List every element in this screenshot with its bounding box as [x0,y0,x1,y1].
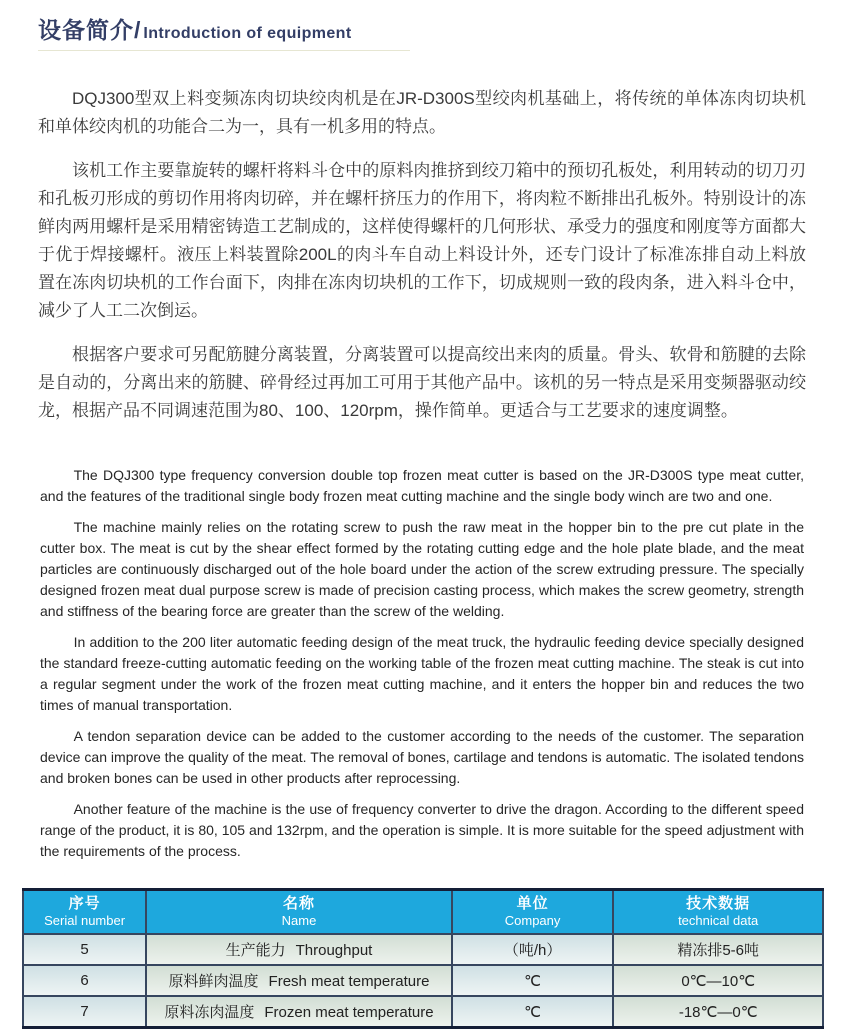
header-technical-data [613,890,823,935]
spec-table-wrapper [22,888,824,1029]
cell-name [146,996,452,1028]
page-header [0,12,844,51]
table-row-6 [23,965,823,996]
chinese-paragraph-1: DQJ300型双上料变频冻肉切块绞肉机是在JR-D300S型绞肉机基础上，将传统的单体冻肉切块机和单体绞肉机的功能合二为一，具有一机多用的特点。 [38,89,806,136]
cell-name [146,934,452,965]
header-name-zh: 名称 [282,895,315,912]
cell-technical-data: 0℃—10℃ [613,965,823,996]
table-header-row [23,890,823,935]
page-title-english: Introduction of equipment [143,25,352,42]
cell-technical-data: 精冻排5-6吨 [613,934,823,965]
cell-technical-data: -18℃—0℃ [613,996,823,1028]
title-underline [38,50,410,51]
page-title [38,12,806,45]
cell-unit: ℃ [452,965,614,996]
header-unit-zh: 单位 [516,895,549,912]
header-technical-data-en: technical data [678,913,759,928]
english-paragraph-1: The DQJ300 type frequency conversion double top frozen meat cutter is based on the JR-D300S type meat cutter, and the features of the traditional single body frozen meat cutting machine and the single body winch are two and one. [40,467,804,504]
cell-name [146,965,452,996]
header-serial-number [23,890,146,935]
header-technical-data-zh: 技术数据 [686,895,751,912]
header-name [146,890,452,935]
cell-serial: 5 [23,934,146,965]
header-serial-number-zh: 序号 [68,895,101,912]
chinese-paragraph-3: 根据客户要求可另配筋腱分离装置，分离装置可以提高绞出来肉的质量。骨头、软骨和筋腱的去除是自动的，分离出来的筋腱、碎骨经过再加工可用于其他产品中。该机的另一特点是采用变频器驱动绞龙，根据产品不同调速范围为80、100、120rpm，操作简单。更适合与工艺要求的速度调整。 [38,345,806,420]
cell-name-zh: 生产能力 [225,942,286,959]
english-paragraph-2: The machine mainly relies on the rotating screw to push the raw meat in the hopper bin to the pre cut plate in the cutter box. The meat is cut by the shear effect formed by the rotating cutting edge and the hole plate blade, and the meat particles are continuously discharged out of the hole board under the action of the screw extruding pressure. The specially designed frozen meat dual purpose screw is made of precision casting process, which makes the screw geometry, strength and stiffness of the bearing force are greater than the screw of the welding. [40,519,804,619]
table-row-5 [23,934,823,965]
english-paragraph-5: Another feature of the machine is the use of frequency converter to drive the dragon. According to the different speed range of the product, it is 80, 105 and 132rpm, and the operation is simple. It is more suitable for the speed adjustment with the requirements of the process. [40,801,804,859]
chinese-description-section [0,85,844,425]
header-serial-number-en: Serial number [44,913,126,928]
page-title-chinese: 设备简介/ [38,17,142,43]
header-unit [452,890,614,935]
header-name-en: Name [281,913,317,928]
cell-name-en: Throughput [295,942,373,959]
cell-name-en: Frozen meat temperature [264,1004,434,1021]
english-paragraph-4: A tendon separation device can be added to the customer according to the needs of the customer. The separation device can improve the quality of the meat. The removal of bones, cartilage and tendons is automatic. The isolated tendons and broken bones can be used in other products after reprocessing. [40,728,804,786]
cell-name-zh: 原料鲜肉温度 [168,973,259,990]
cell-unit: ℃ [452,996,614,1028]
english-description-section [0,465,844,862]
english-paragraph-3: In addition to the 200 liter automatic feeding design of the meat truck, the hydraulic feeding device specially designed the standard freeze-cutting automatic feeding on the working table of the frozen meat cutting machine. The steak is cut into a regular segment under the work of the frozen meat cutting machine, and it enters the hopper bin and reduces the two times of manual transportation. [40,634,804,713]
cell-name-en: Fresh meat temperature [268,973,430,990]
table-row-7 [23,996,823,1028]
cell-name-zh: 原料冻肉温度 [164,1004,255,1021]
cell-serial: 7 [23,996,146,1028]
spec-table [22,888,824,1029]
cell-unit: （吨/h） [452,934,614,965]
cell-serial: 6 [23,965,146,996]
chinese-paragraph-2: 该机工作主要靠旋转的螺杆将料斗仓中的原料肉推挤到绞刀箱中的预切孔板处，利用转动的切刀刃和孔板刃形成的剪切作用将肉切碎，并在螺杆挤压力的作用下，将肉粒不断排出孔板外。特别设计的冻鲜肉两用螺杆是采用精密铸造工艺制成的，这样使得螺杆的几何形状、承受力的强度和刚度等方面都大于优于焊接螺杆。液压上料装置除200L的肉斗车自动上料设计外，还专门设计了标准冻排自动上料放置在冻肉切块机的工作台面下，肉排在冻肉切块机的工作下，切成规则一致的段肉条，进入料斗仓中，减少了人工二次倒运。 [38,161,806,320]
header-unit-en: Company [504,913,561,928]
